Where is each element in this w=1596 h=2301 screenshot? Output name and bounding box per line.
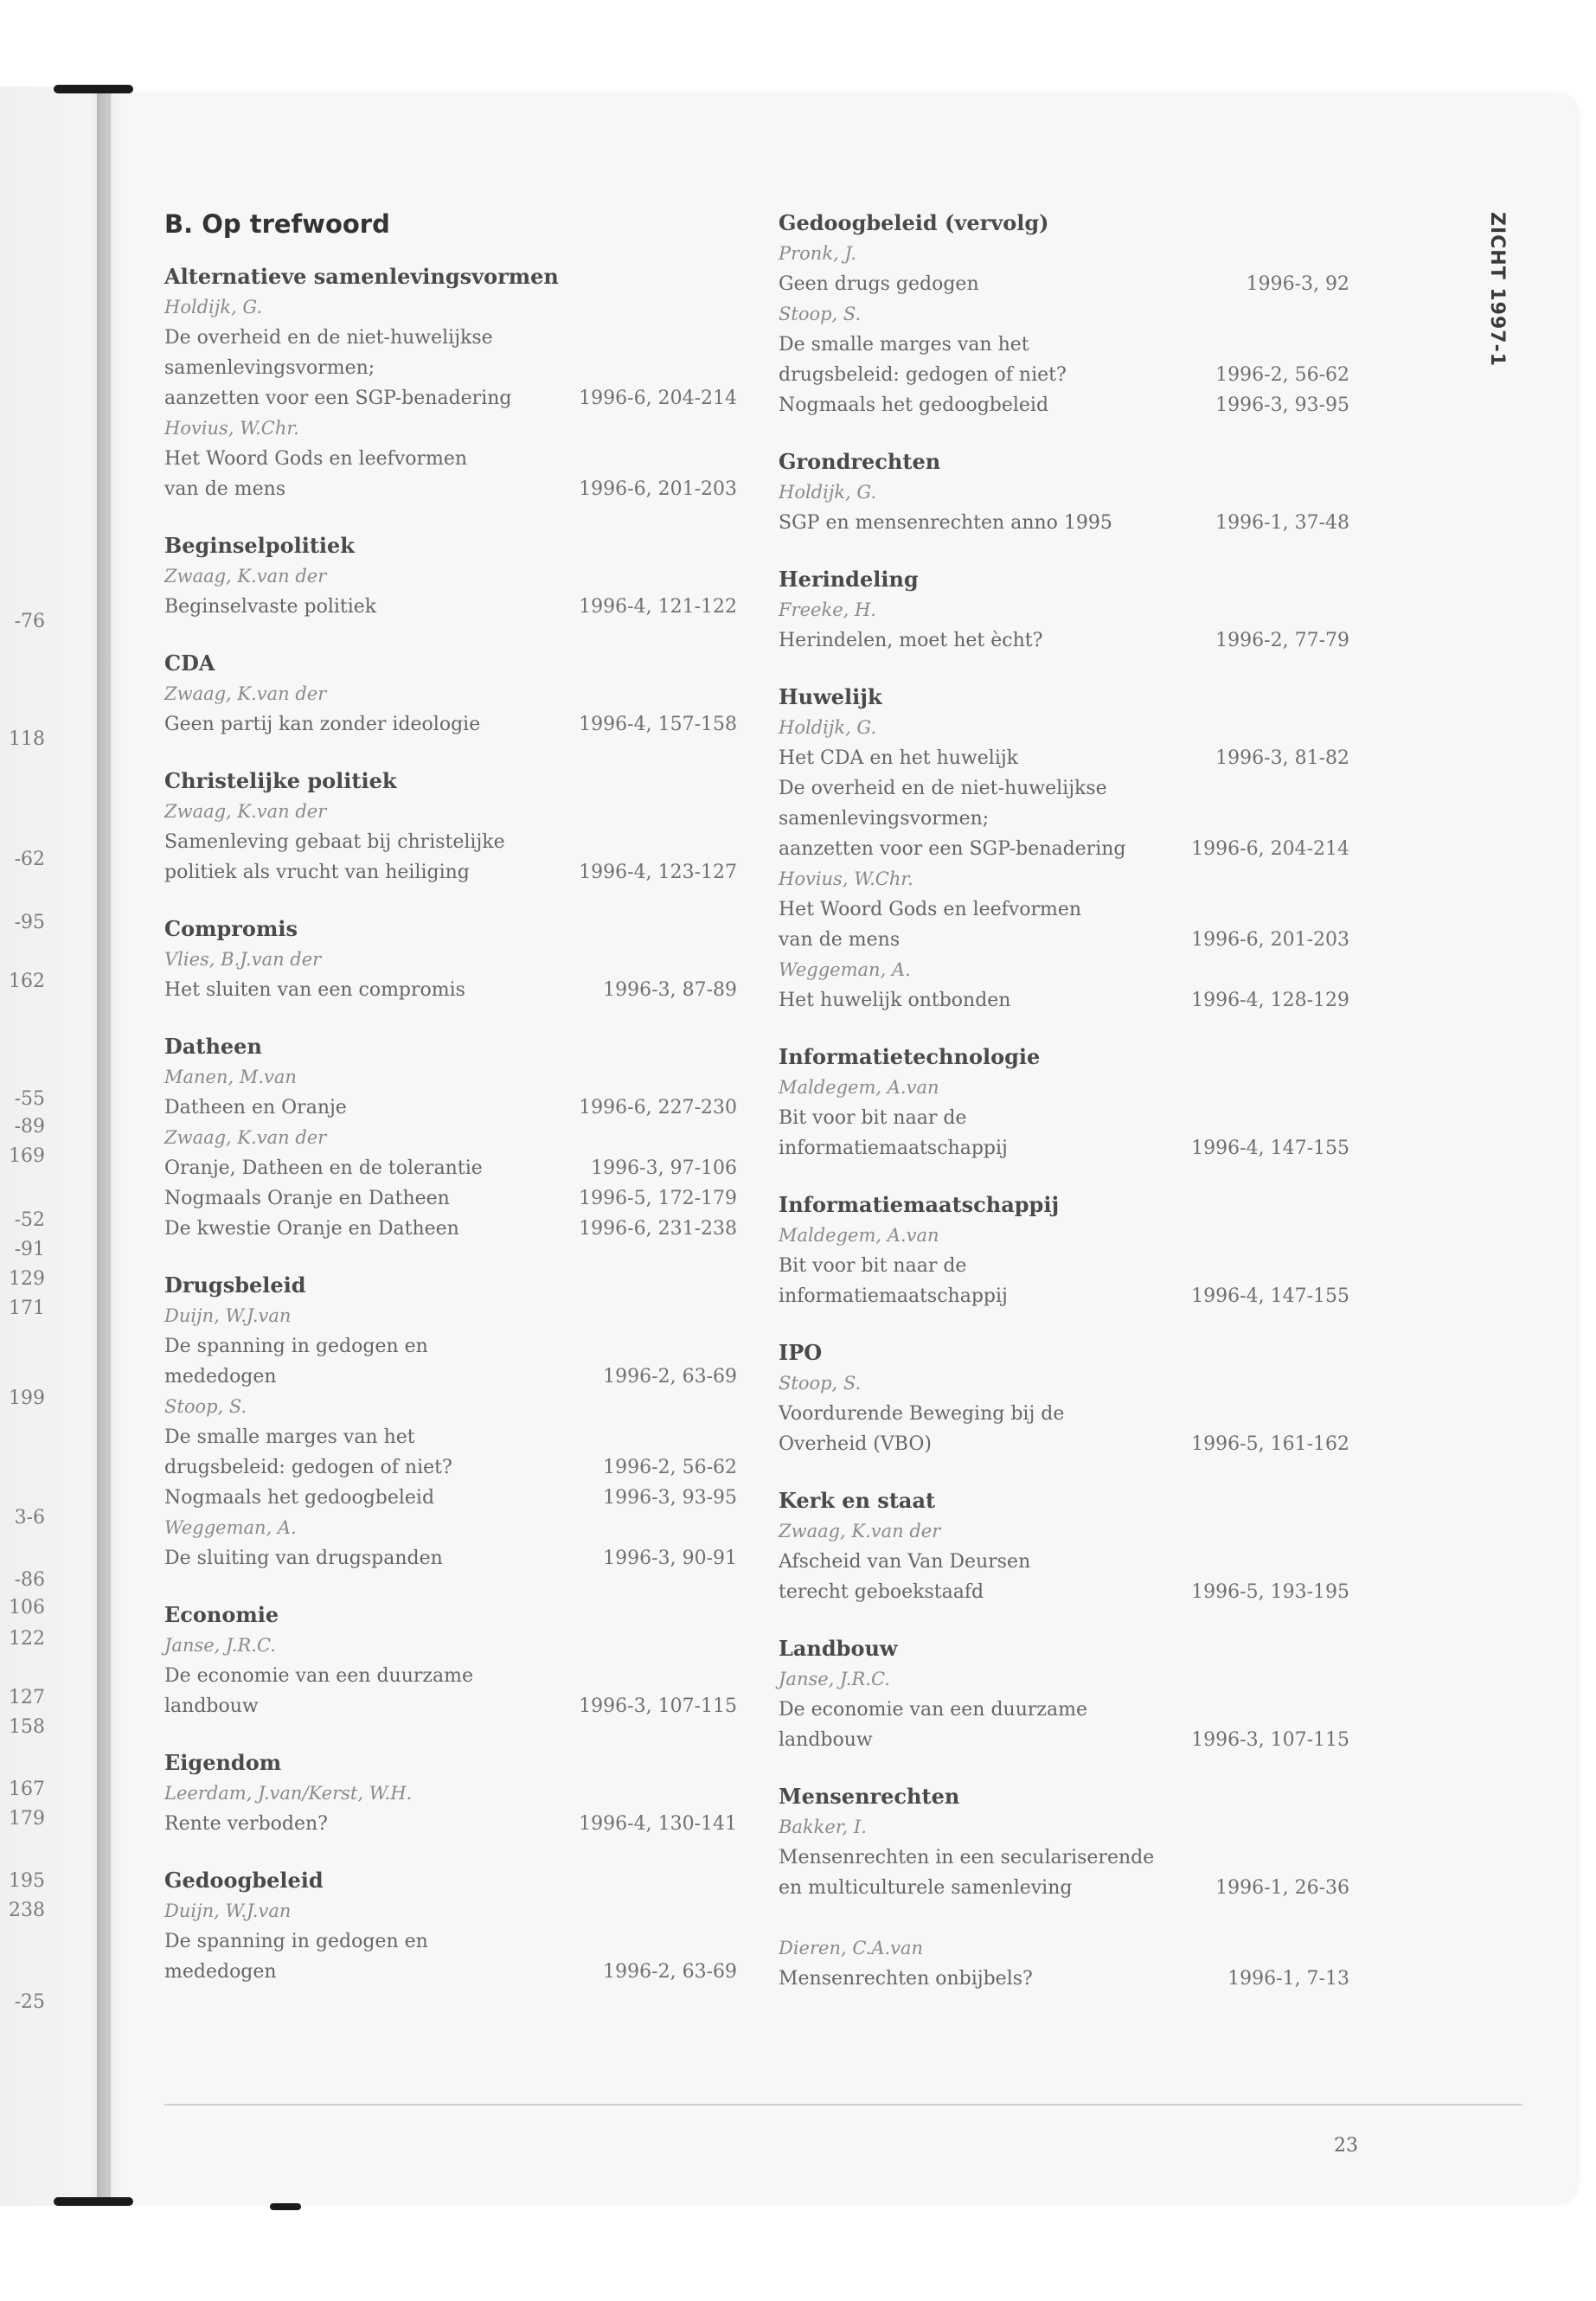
keyword-heading: Beginselpolitiek [164, 533, 355, 558]
author-name: Holdijk, G. [779, 717, 877, 738]
issue-reference: 1996-3, 97-106 [591, 1157, 737, 1179]
sliver-page-number: -55 [14, 1088, 45, 1110]
keyword-heading: Informatiemaatschappij [779, 1192, 1060, 1217]
author-name: Bakker, I. [779, 1817, 867, 1837]
author-name: Holdijk, G. [164, 297, 263, 317]
issue-reference: 1996-3, 93-95 [603, 1487, 737, 1509]
index-entry [164, 1865, 737, 1987]
author-name: Pronk, J. [779, 243, 856, 264]
issue-reference: 1996-2, 63-69 [603, 1961, 737, 1983]
sliver-page-number: 106 [9, 1597, 45, 1618]
article-title: landbouw [164, 1695, 259, 1717]
page-number: 23 [1334, 2135, 1358, 2157]
index-entry [164, 1599, 737, 1721]
issue-reference: 1996-4, 147-155 [1191, 1138, 1349, 1159]
article-line [164, 323, 737, 353]
article-line [779, 508, 1349, 538]
article-title: De sluiting van drugspanden [164, 1548, 443, 1569]
issue-reference: 1996-4, 147-155 [1191, 1285, 1349, 1307]
article-title: Overheid (VBO) [779, 1433, 932, 1455]
article-line [164, 444, 737, 474]
article-title: Het sluiten van een compromis [164, 979, 465, 1001]
author-name: Manen, M.van [164, 1067, 297, 1087]
keyword-heading: Informatietechnologie [779, 1044, 1041, 1069]
author-name: Freeke, H. [779, 599, 876, 620]
index-entry [164, 913, 737, 1005]
keyword-heading: IPO [779, 1340, 823, 1365]
article-title: informatiemaatschappij [779, 1138, 1008, 1159]
keyword-heading: CDA [164, 651, 215, 676]
index-entry [164, 530, 737, 622]
article-title: Oranje, Datheen en de tolerantie [164, 1157, 483, 1179]
sliver-page-number: -89 [14, 1116, 45, 1138]
issue-reference: 1996-3, 90-91 [603, 1548, 737, 1569]
issue-reference: 1996-2, 56-62 [603, 1457, 737, 1478]
index-column-left [164, 208, 737, 2013]
issue-reference: 1996-6, 204-214 [1191, 838, 1349, 860]
author-name: Hovius, W.Chr. [164, 418, 299, 439]
running-title: ZICHT 1997-1 [1486, 212, 1508, 368]
article-title: landbouw [779, 1729, 873, 1751]
author-name: Zwaag, K.van der [164, 566, 327, 586]
index-entry [779, 446, 1349, 538]
index-entry [779, 1337, 1349, 1459]
keyword-heading: Herindeling [779, 567, 919, 592]
issue-reference: 1996-6, 204-214 [579, 388, 737, 409]
article-line [164, 1543, 737, 1574]
author-name: Vlies, B.J.van der [164, 949, 322, 970]
article-title: Het Woord Gods en leefvormen [779, 899, 1082, 920]
keyword-heading: Gedoogbeleid (vervolg) [779, 210, 1049, 235]
article-title: Voordurende Beweging bij de [779, 1403, 1065, 1425]
article-line [779, 1281, 1349, 1311]
issue-reference: 1996-4, 123-127 [579, 862, 737, 883]
article-title: Afscheid van Van Deursen [779, 1551, 1031, 1573]
article-line [779, 925, 1349, 955]
sliver-page-number: -62 [14, 849, 45, 870]
article-line [779, 360, 1349, 390]
issue-reference: 1996-1, 26-36 [1215, 1877, 1349, 1899]
article-line [164, 1809, 737, 1839]
author-name: Dieren, C.A.van [779, 1938, 924, 1958]
article-title: Nogmaals Oranje en Datheen [164, 1188, 450, 1209]
author-name: Holdijk, G. [779, 482, 877, 503]
sliver-page-number: -76 [14, 611, 45, 632]
author-name: Zwaag, K.van der [164, 683, 327, 704]
article-line [164, 1214, 737, 1244]
article-title: Geen drugs gedogen [779, 273, 979, 295]
entry-spacer [779, 1903, 1349, 1933]
article-line [779, 1429, 1349, 1459]
article-line [164, 1362, 737, 1392]
article-line [164, 383, 737, 413]
article-title: Het Woord Gods en leefvormen [164, 448, 468, 470]
sliver-page-number: 118 [9, 728, 45, 750]
sliver-page-number: 171 [9, 1298, 45, 1319]
article-line [164, 857, 737, 888]
keyword-heading: Economie [164, 1602, 279, 1627]
issue-reference: 1996-6, 231-238 [579, 1218, 737, 1240]
keyword-heading: Huwelijk [779, 684, 882, 709]
author-name: Zwaag, K.van der [779, 1521, 941, 1541]
article-line [164, 474, 737, 504]
article-title: Mensenrechten in een seculariserende [779, 1847, 1155, 1868]
keyword-heading: Datheen [164, 1034, 262, 1059]
article-title: van de mens [164, 478, 286, 500]
article-title: Herindelen, moet het ècht? [779, 630, 1043, 651]
author-name: Hovius, W.Chr. [779, 868, 913, 889]
section-heading: B. Op trefwoord [164, 209, 390, 239]
article-line [779, 773, 1349, 804]
issue-reference: 1996-3, 93-95 [1215, 394, 1349, 416]
article-line [164, 1183, 737, 1214]
issue-reference: 1996-4, 157-158 [579, 714, 737, 735]
article-title: samenlevingsvormen; [779, 808, 990, 830]
article-line [164, 827, 737, 857]
article-line [779, 625, 1349, 656]
issue-reference: 1996-3, 107-115 [1191, 1729, 1349, 1751]
index-entry [164, 1747, 737, 1839]
article-title: Nogmaals het gedoogbeleid [779, 394, 1049, 416]
issue-reference: 1996-4, 130-141 [579, 1813, 737, 1835]
issue-reference: 1996-4, 128-129 [1191, 990, 1349, 1011]
article-line [779, 1399, 1349, 1429]
article-line [164, 1422, 737, 1452]
article-line [164, 1093, 737, 1123]
article-line [164, 1661, 737, 1691]
issue-reference: 1996-3, 107-115 [579, 1695, 737, 1717]
article-line [779, 1964, 1349, 1994]
sliver-page-number: 3-6 [14, 1507, 45, 1529]
book-spine-shadow [97, 93, 123, 2204]
index-entry [779, 1633, 1349, 1755]
index-entry [164, 766, 737, 888]
article-line [164, 1331, 737, 1362]
issue-reference: 1996-5, 193-195 [1191, 1581, 1349, 1603]
article-title: aanzetten voor een SGP-benadering [779, 838, 1126, 860]
sliver-page-number: 122 [9, 1628, 45, 1650]
article-line [164, 1452, 737, 1483]
article-line [164, 1153, 737, 1183]
sliver-page-number: 127 [9, 1687, 45, 1708]
article-title: terecht geboekstaafd [779, 1581, 984, 1603]
keyword-heading: Eigendom [164, 1750, 282, 1775]
sliver-page-number: 179 [9, 1808, 45, 1830]
article-title: drugsbeleid: gedogen of niet? [164, 1457, 452, 1478]
author-name: Maldegem, A.van [779, 1077, 939, 1098]
issue-reference: 1996-6, 227-230 [579, 1097, 737, 1118]
sliver-page-number: 158 [9, 1716, 45, 1738]
sliver-page-number: 195 [9, 1870, 45, 1892]
article-title: Bit voor bit naar de [779, 1255, 967, 1277]
article-line [164, 1957, 737, 1987]
article-title: De economie van een duurzame [779, 1699, 1087, 1721]
article-title: politiek als vrucht van heiliging [164, 862, 470, 883]
article-title: SGP en mensenrechten anno 1995 [779, 512, 1112, 534]
article-title: De spanning in gedogen en [164, 1336, 428, 1357]
author-name: Janse, J.R.C. [164, 1635, 276, 1656]
article-line [779, 1251, 1349, 1281]
author-name: Maldegem, A.van [779, 1225, 939, 1246]
index-entry [779, 1042, 1349, 1163]
article-line [779, 894, 1349, 925]
right-entries [779, 208, 1349, 1994]
author-name: Zwaag, K.van der [164, 1127, 327, 1148]
index-column-right [779, 208, 1349, 2020]
article-line [779, 1695, 1349, 1725]
article-title: De smalle marges van het [164, 1426, 415, 1448]
author-name: Duijn, W.J.van [164, 1900, 292, 1921]
index-entry [779, 564, 1349, 656]
sliver-page-number: 169 [9, 1145, 45, 1167]
article-line [164, 975, 737, 1005]
article-title: Het huwelijk ontbonden [779, 990, 1011, 1011]
author-name: Weggeman, A. [779, 959, 911, 980]
article-line [779, 330, 1349, 360]
article-line [779, 1103, 1349, 1133]
article-line [779, 269, 1349, 299]
sliver-page-number: -91 [14, 1239, 45, 1260]
article-title: informatiemaatschappij [779, 1285, 1008, 1307]
article-title: en multiculturele samenleving [779, 1877, 1073, 1899]
article-line [779, 1133, 1349, 1163]
article-title: De spanning in gedogen en [164, 1931, 428, 1952]
article-title: mededogen [164, 1961, 277, 1983]
article-title: De overheid en de niet-huwelijkse [164, 327, 493, 349]
article-line [779, 804, 1349, 834]
author-name: Janse, J.R.C. [779, 1669, 890, 1689]
index-entry [164, 648, 737, 740]
article-line [164, 1691, 737, 1721]
index-entry [164, 1270, 737, 1574]
keyword-heading: Alternatieve samenlevingsvormen [164, 264, 559, 289]
issue-reference: 1996-6, 201-203 [1191, 929, 1349, 951]
article-title: De kwestie Oranje en Datheen [164, 1218, 459, 1240]
footer-rule [164, 2104, 1522, 2106]
article-line [164, 1483, 737, 1513]
article-title: De economie van een duurzame [164, 1665, 473, 1687]
article-line [779, 1577, 1349, 1607]
index-entry [779, 1781, 1349, 1994]
article-title: Rente verboden? [164, 1813, 328, 1835]
issue-reference: 1996-5, 161-162 [1191, 1433, 1349, 1455]
binding-clip-top [54, 85, 133, 93]
issue-reference: 1996-2, 77-79 [1215, 630, 1349, 651]
issue-reference: 1996-6, 201-203 [579, 478, 737, 500]
issue-reference: 1996-5, 172-179 [579, 1188, 737, 1209]
article-title: samenlevingsvormen; [164, 357, 375, 379]
sliver-page-number: -86 [14, 1569, 45, 1591]
keyword-heading: Gedoogbeleid [164, 1868, 324, 1893]
article-title: Nogmaals het gedoogbeleid [164, 1487, 435, 1509]
article-line [164, 709, 737, 740]
sliver-page-number: -52 [14, 1209, 45, 1231]
article-line [779, 1547, 1349, 1577]
article-line [779, 834, 1349, 864]
article-line [779, 1873, 1349, 1903]
author-name: Stoop, S. [779, 304, 862, 324]
issue-reference: 1996-2, 56-62 [1215, 364, 1349, 386]
article-line [779, 985, 1349, 1016]
issue-reference: 1996-1, 37-48 [1215, 512, 1349, 534]
keyword-heading: Landbouw [779, 1636, 898, 1661]
issue-reference: 1996-3, 92 [1246, 273, 1349, 295]
article-title: mededogen [164, 1366, 277, 1388]
author-name: Leerdam, J.van/Kerst, W.H. [164, 1783, 413, 1804]
sliver-page-number: 129 [9, 1268, 45, 1290]
index-entry [164, 1031, 737, 1244]
binding-clip-bottom [54, 2197, 133, 2206]
article-title: De overheid en de niet-huwelijkse [779, 778, 1107, 799]
binding-mark [270, 2203, 301, 2210]
article-line [164, 592, 737, 622]
article-line [779, 1725, 1349, 1755]
keyword-heading: Kerk en staat [779, 1488, 936, 1513]
keyword-heading: Christelijke politiek [164, 768, 397, 793]
article-line [779, 1843, 1349, 1873]
keyword-heading: Drugsbeleid [164, 1272, 306, 1298]
issue-reference: 1996-2, 63-69 [603, 1366, 737, 1388]
index-entry [779, 1485, 1349, 1607]
issue-reference: 1996-3, 81-82 [1215, 747, 1349, 769]
sliver-page-number: -95 [14, 912, 45, 933]
article-title: Beginselvaste politiek [164, 596, 377, 618]
keyword-heading: Grondrechten [779, 449, 941, 474]
keyword-heading: Compromis [164, 916, 298, 941]
sliver-page-number: 167 [9, 1779, 45, 1800]
article-title: Geen partij kan zonder ideologie [164, 714, 481, 735]
author-name: Stoop, S. [779, 1373, 862, 1394]
index-entry [779, 208, 1349, 420]
author-name: Weggeman, A. [164, 1517, 297, 1538]
sliver-page-number: 199 [9, 1388, 45, 1409]
article-title: Bit voor bit naar de [779, 1107, 967, 1129]
index-entry [164, 261, 737, 504]
author-name: Duijn, W.J.van [164, 1305, 292, 1326]
article-title: Het CDA en het huwelijk [779, 747, 1019, 769]
sliver-page-number: 238 [9, 1900, 45, 1921]
author-name: Stoop, S. [164, 1396, 247, 1417]
article-title: Samenleving gebaat bij christelijke [164, 831, 505, 853]
article-line [779, 390, 1349, 420]
keyword-heading: Mensenrechten [779, 1784, 960, 1809]
left-entries [164, 261, 737, 1987]
issue-reference: 1996-4, 121-122 [579, 596, 737, 618]
article-title: drugsbeleid: gedogen of niet? [779, 364, 1067, 386]
sliver-page-number: -25 [14, 1991, 45, 2013]
article-title: aanzetten voor een SGP-benadering [164, 388, 512, 409]
article-line [164, 353, 737, 383]
sliver-page-number: 162 [9, 971, 45, 992]
article-title: Mensenrechten onbijbels? [779, 1968, 1033, 1990]
article-title: van de mens [779, 929, 901, 951]
article-line [779, 743, 1349, 773]
index-entry [779, 682, 1349, 1016]
article-line [164, 1926, 737, 1957]
issue-reference: 1996-1, 7-13 [1227, 1968, 1349, 1990]
index-entry [779, 1189, 1349, 1311]
article-title: Datheen en Oranje [164, 1097, 347, 1118]
article-title: De smalle marges van het [779, 334, 1029, 356]
author-name: Zwaag, K.van der [164, 801, 327, 822]
issue-reference: 1996-3, 87-89 [603, 979, 737, 1001]
